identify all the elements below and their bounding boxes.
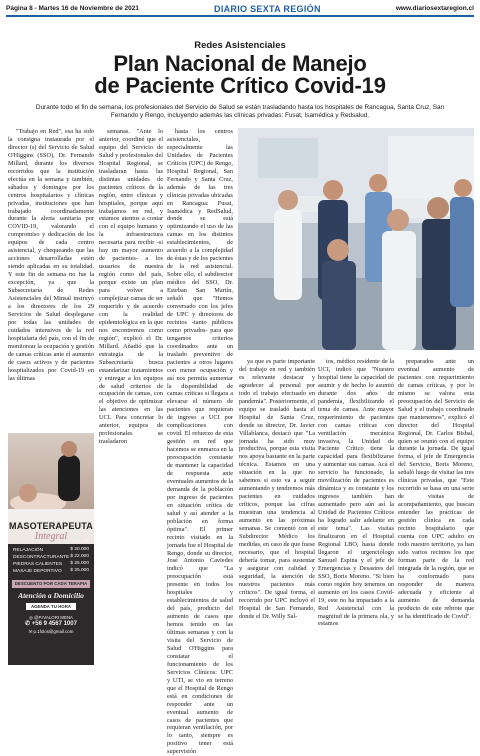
price-item: $ 20.000 [70, 547, 89, 552]
column-text: ya que es parte importante del trabajo en red y también es relevante destacar y agradecer al personal por todo el trabajo efectuado en pandemia". Posteriormente, el equipo se trasladó hasta el Hospital de Santa Cruz, donde su director, Dr. Javier Villablanca, destacó que "La jornada ha sido muy productiva, porque esta visita nos apoya bastante en la parte técnica. Estamos en una situación en la que no sabemos si esto va a seguir aumentando y tendremos más pacientes en cuidados críticos, porque las cifras muestran una tendencia al aumento en las próximas semanas. Se comentó con el Subdirector Médico los medidas, en caso de que fuese necesario, que el hospital debería tomar, para sustentar y asegurar con calidad y seguridad, la atención de nuestros pacientes más críticos". De igual forma, el recorrido por UPC incluyó el Hospital de San Fernando, donde el Dr. Willy Sal- [239, 358, 316, 620]
price-list [70, 539, 89, 574]
newspaper-brand: DIARIO SEXTA REGIÓN [214, 3, 321, 14]
header-rule [6, 15, 474, 17]
price-item: $ 22.000 [70, 554, 89, 559]
ad-contacts [8, 614, 94, 635]
website-link[interactable]: www.diariosextaregion.cl [395, 5, 474, 12]
service-item: PIEDRAS CALIENTES [13, 562, 63, 567]
contact-email[interactable] [8, 628, 94, 635]
ad-slogan: Atención a Domicilio [18, 591, 84, 600]
email-address: p.1folos@gmail.com [33, 629, 74, 634]
service-list [13, 547, 69, 575]
body-column-3 [167, 128, 233, 756]
body-column-1 [8, 128, 94, 388]
discount-banner: DESCUENTO POR CADA TERAPIA [12, 580, 90, 588]
article-headline [0, 53, 480, 97]
article-lead: Durante todo el fin de semana, los profesionales del Servicio de Salud se están trasladando hasta los hospitales de Rancagua, Santa Cruz, San Fernando y Rengo, incluyendo además las clínicas privadas: Fusat, Isamédica y Redsalud. [35, 104, 445, 120]
body-column-4 [239, 358, 315, 663]
body-column-2 [99, 128, 163, 663]
headline-line-2: de Paciente Crítico Covid-19 [94, 73, 386, 98]
ad-script-title: Integral [34, 531, 68, 542]
price-header: VALOR [72, 540, 89, 545]
contact-phone[interactable] [8, 621, 94, 628]
column-text: hasta los centros asistenciales, especialmente las Unidades de Pacientes Críticos (UPC) de Rengo, Hospital Regional, San Fernando y Santa Cruz, además de las tres clínicas privadas ubicadas en Rancagua: Fusat, Isamédica y RedSalud, donde se está optimizando el uso de las camas en los distintos establecimientos, de acuerdo a la complejidad de éstas y de los pacientes de la red asistencial. Sobre ello, el subdirector médico del SSO, Dr. Esteban San Martín, señaló que "Hemos conversado con los jefes de UPC y directores de recintos -tanto públicos como privados- para que tengamos criterios coordinados ante un traslado preventivo de pacientes a otros lugares con menor ocupación y así nos permita aumentar la disponibilidad de camas críticas si llegara a elevarse el número de pacientes que requieran de ingreso a UCI por complicaciones con covid. El refuerzo de esta gestión en red que hacemos se enmarca en la preocupación constante de mantener la capacidad de respuesta ante eventuales aumentos de la demanda de la población por ingreso de pacientes en situación crítica de salud y así atender a la población en forma óptima". El primer recinto visitado en la jornada fue el Hospital de Rengo, donde su director, José Antonio Caviedes indicó que "La preocupación está presente en todos los hospitales y establecimientos de salud del país, producto del aumento de casos que hemos tenido en las últimas semanas y con la visita del Servicio de Salud O'Higgins para constatar el funcionamiento de los Servicios Clínicos: UPC y UTI, se vio en terreno que el Hospital de Rengo está en condiciones de responder ante un eventual aumento de casos de pacientes que requieran ventilación, por lo tanto, siempre es positivo tener está supervisión [167, 128, 233, 756]
ad-photo [8, 433, 94, 521]
phone-number: +56 9 4567 1007 [31, 621, 77, 627]
body-column-5 [318, 358, 394, 663]
masseuse-advertisement[interactable] [8, 433, 94, 665]
service-item: RELAJACIÓN [13, 548, 44, 553]
hospital-staff-photo [238, 128, 474, 350]
page-info: Página 8 - Martes 16 de Noviembre de 2021 [6, 5, 139, 12]
appointment-button[interactable]: AGENDA TU HORA [26, 603, 76, 610]
contact-instagram[interactable] [8, 614, 94, 621]
instagram-icon: ◎ [28, 615, 35, 620]
page-header [6, 2, 474, 15]
price-item: $ 25.000 [70, 568, 89, 573]
service-item: DESCONTRACTURANTE [13, 555, 70, 560]
article-photo [238, 128, 474, 350]
price-item: $ 25.000 [70, 561, 89, 566]
whatsapp-icon: ✆ [25, 621, 32, 627]
column-text: "Trabajo en Red", esa ha sido la consigna instaurada por el director (s) del Servicio de Salud O'Higgins (SSO), Dr. Fernando Millard, durante los diversos recorridos que la institución efectúa en la semana y también, sábados y domingos por los centros hospitalarios y clínicas privadas, instituciones que han trabajado coordinadamente durante la alerta sanitaria por COVID-19, valorando el compromiso y dedicación de los equipos de cada centro asistencial, y chequeando que las acciones desarrolladas estén siendo aplicadas en su totalidad. Y este fin de semana no fue la excepción, ya que la Subsecretaría de Redes Asistenciales del Minsal instruyó a los directores de los 29 Servicios de Salud desplegarse por todas las unidades de cuidados intensivos de la red hospitalaria del país, con el fin de monitorear la ocupación y gestión de camas críticas ante el aumento de casos activos y de pacientes hospitalizados por Covid-19 en las últimas [8, 128, 94, 382]
mail-icon: ✉ [28, 629, 34, 634]
massage-photo [8, 433, 94, 521]
ad-dark-panel [8, 540, 94, 665]
instagram-handle: @P.IVALORI MENA [34, 615, 73, 620]
article-kicker: Redes Asistenciales [194, 40, 286, 51]
body-column-6 [398, 358, 474, 663]
ad-headline: MASOTERAPEUTA [9, 521, 93, 531]
column-text: tos, médico residente de la UCI, indicó que "Nuestro hospital tiene la capacidad de asumir y de hecho lo asumió durante dos años de pandemia, flexibilizando el tema de camas. Ante mayor requerimiento de pacientes con camas críticas con ventilación mecánica invasiva, la Unidad de Paciente Crítico tiene la capacidad para flexibilizarse y aumentar sus camas. Acá el servicio ha funcionado, la movilización de pacientes es dinámica y es constante y los ingresos también han aumentado pero aún así la Unidad de Pacientes Críticos ha logrado salir adelante en este tema". Las visitas finalizaron en el Hospital Regional LBO, hasta donde llegaron el urgenciólogo Samuel Espina y el jefe de Emergencias y Desastres del SSO, Boris Moreno. "Si bien como región hoy tenemos un aumento en los casos Covid-19, este no ha impactado a la Red Asistencial con la magnitud de la primera ola, y estamos [318, 358, 394, 628]
column-text: preparados ante un eventual aumento de pacientes con requerimiento de camas críticas, y por lo mismo se valora esta preocupación del Servicio de Salud y el trabajo coordinado que mantenemos", explicó el director del Hospital Regional, Dr. Carlos Bisbal, quien se reunió con el equipo durante la jornada. De igual forma, el jefe de Emergencia del Servicio, Boris Moreno, señaló luego de visitar las tres clínicas privadas, que "Este recorrido se basa en una serie de visitas de acompañamiento, que buscan entender las prácticas de gestión clínica en cada recinto hospitalario que cuenta con UPC adulto en todo nuestro territorio, ya han sido varios recintos los que forman parte de la red integrada de la región, que se ha conformado para responder de manera adecuada y eficiente al aumento de demanda producto de este rebrote que se ha identificado de Covid". [398, 358, 474, 620]
column-text: semanas. "Ante lo anterior, coordiné que el equipo del Servicio de Salud y profesionales del Hospital Regional, se trasladaran hasta las distintas unidades de pacientes críticos de la región, entre clínicas y hospitales, porque aquí trabajamos en red, y estamos atentos a contar con el equipo humano y la infraestructura necesaria para recibir -si hay un mayor aumento de pacientes- a los usuarios de nuestra región como del país, porque existe un plan para volver a complejizar camas de ser requerido y de acuerdo con la realidad epidemiológica en la que nos encontremos como región", explicó el Dr. Millard. Añadió que la estrategia de la Subsecretaría busca estandarizar tratamientos y entregar a los equipos de salud criterios de ocupación de camas, con el objetivo de optimizar las atenciones en las UCI. Para concretar lo anterior, equipos de profesionales se trasladaron [99, 128, 163, 446]
service-item: MASAJE DEPORTIVO [13, 569, 62, 574]
headline-line-1: Plan Nacional de Manejo [113, 51, 367, 76]
